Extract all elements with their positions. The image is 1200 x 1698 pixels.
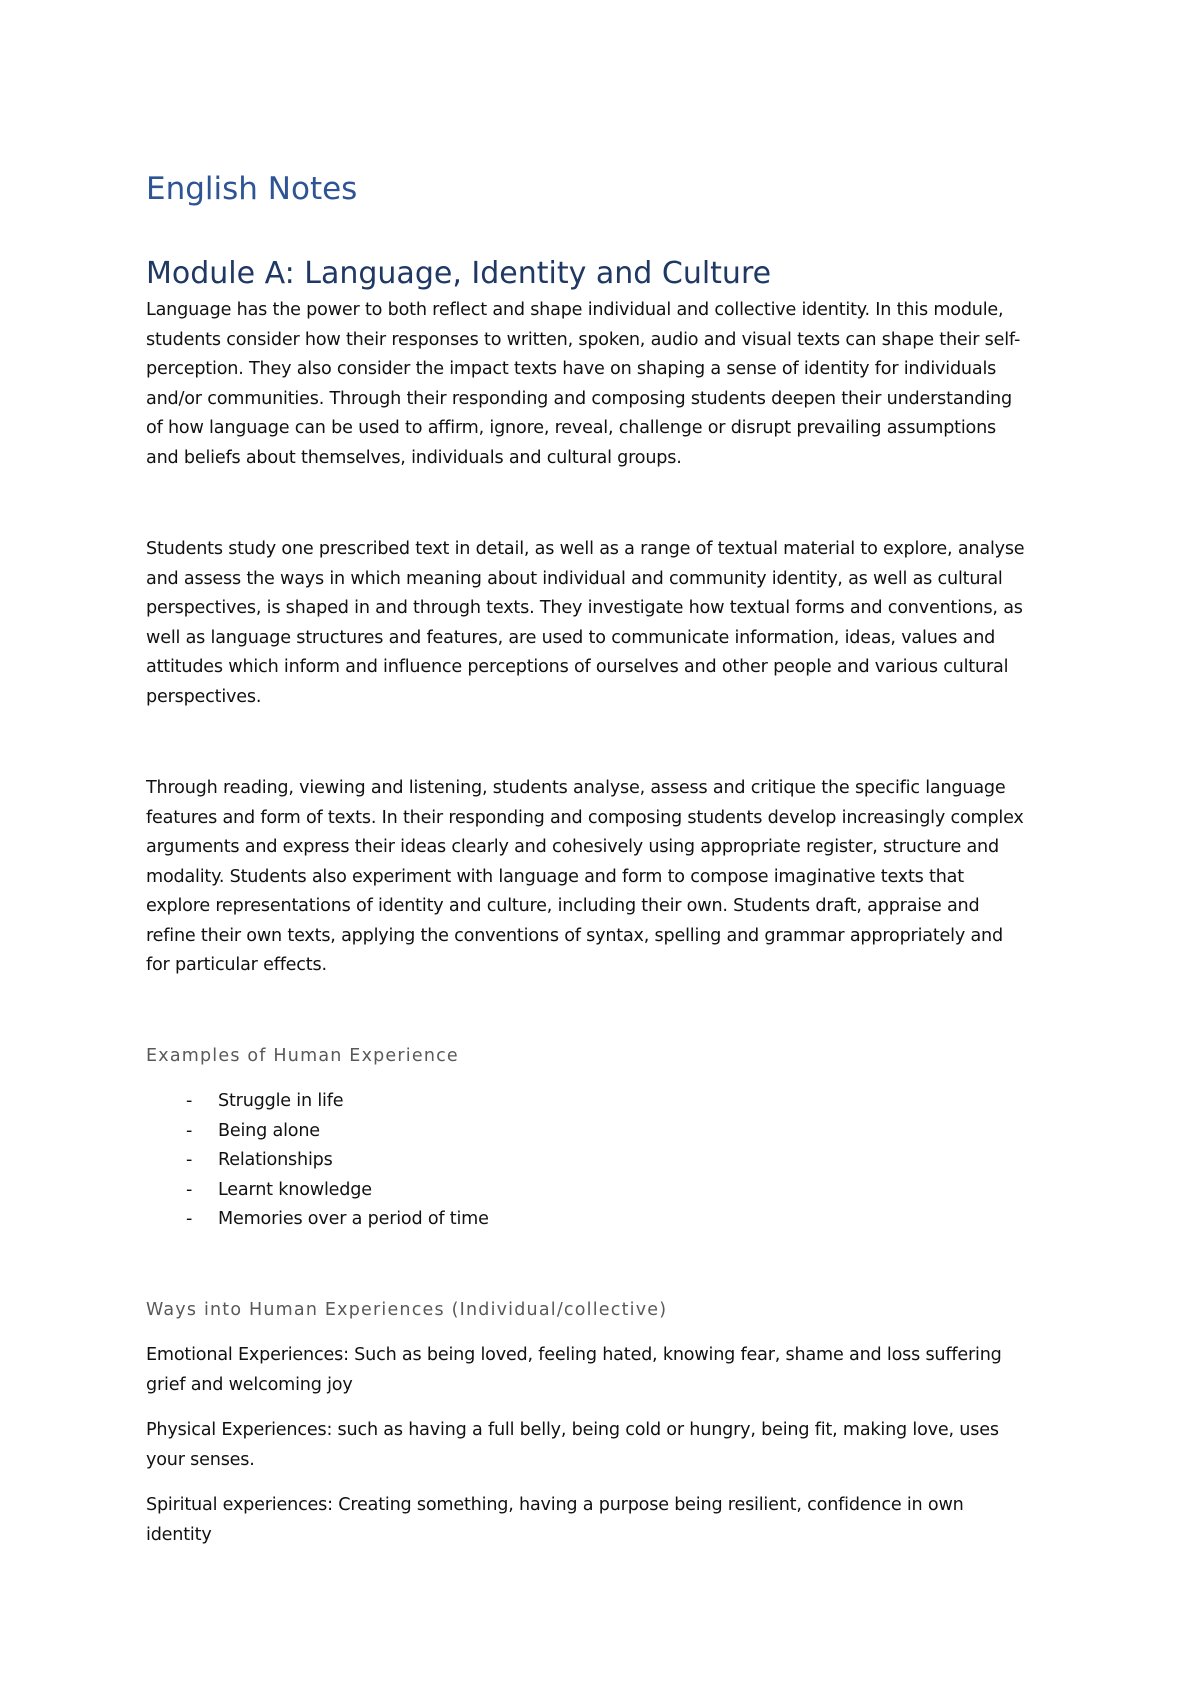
list-item — [186, 1117, 489, 1147]
paragraph-line: Spiritual experiences: Creating something, having a purpose being resilient, confidence in own — [146, 1495, 964, 1515]
list-item-text: Being alone — [218, 1120, 320, 1141]
examples-list — [186, 1087, 489, 1235]
dash-bullet: - — [186, 1150, 193, 1170]
paragraph-line: features and form of texts. In their responding and composing students develop increasingly complex — [146, 807, 1024, 828]
reading-paragraph — [146, 774, 1066, 981]
study-paragraph — [146, 535, 1066, 712]
paragraph-line: attitudes which inform and influence perceptions of ourselves and other people and various cultural — [146, 657, 1009, 677]
paragraph-line: modality. Students also experiment with language and form to compose imaginative texts that — [146, 866, 964, 887]
paragraph-line: for particular effects. — [146, 955, 327, 975]
spiritual-experiences — [146, 1491, 1066, 1550]
paragraph-line: Students study one prescribed text in detail, as well as a range of textual material to explore, analyse — [146, 539, 1025, 559]
paragraph-line: your senses. — [146, 1449, 255, 1470]
dash-bullet: - — [186, 1091, 193, 1111]
ways-heading: Ways into Human Experiences (Individual/collective) — [146, 1300, 668, 1320]
list-item — [186, 1146, 489, 1176]
list-item — [186, 1087, 489, 1117]
document-title: English Notes — [146, 171, 358, 207]
examples-heading: Examples of Human Experience — [146, 1046, 459, 1066]
paragraph-line: explore representations of identity and culture, including their own. Students draft, appraise and — [146, 896, 980, 916]
paragraph-line: Physical Experiences: such as having a full belly, being cold or hungry, being fit, making love, uses — [146, 1420, 999, 1440]
list-item-text: Struggle in life — [218, 1091, 344, 1111]
paragraph-line: students consider how their responses to written, spoken, audio and visual texts can shape their self- — [146, 329, 1021, 350]
paragraph-line: identity — [146, 1524, 212, 1545]
paragraph-line: perspectives. — [146, 686, 262, 707]
physical-experiences — [146, 1416, 1066, 1475]
paragraph-line: Emotional Experiences: Such as being loved, feeling hated, knowing fear, shame and loss suffering — [146, 1345, 1002, 1365]
dash-bullet: - — [186, 1179, 193, 1200]
paragraph-line: grief and welcoming joy — [146, 1374, 353, 1395]
emotional-experiences — [146, 1341, 1066, 1400]
paragraph-line: and/or communities. Through their responding and composing students deepen their understanding — [146, 388, 1012, 409]
paragraph-line: refine their own texts, applying the conventions of syntax, spelling and grammar appropriately and — [146, 925, 1003, 946]
list-item-text: Learnt knowledge — [218, 1179, 372, 1200]
list-item-text: Memories over a period of time — [218, 1209, 489, 1229]
paragraph-line: Language has the power to both reflect and shape individual and collective identity. In this module, — [146, 300, 1004, 320]
dash-bullet: - — [186, 1209, 193, 1229]
module-intro-paragraph — [146, 296, 1066, 473]
paragraph-line: perception. They also consider the impact texts have on shaping a sense of identity for individuals — [146, 359, 997, 379]
paragraph-line: well as language structures and features, are used to communicate information, ideas, values and — [146, 627, 996, 648]
paragraph-line: Through reading, viewing and listening, students analyse, assess and critique the specific language — [146, 778, 1006, 798]
module-heading: Module A: Language, Identity and Culture — [146, 256, 772, 291]
paragraph-line: perspectives, is shaped in and through texts. They investigate how textual forms and conventions, as — [146, 598, 1023, 618]
paragraph-line: arguments and express their ideas clearly and cohesively using appropriate register, structure and — [146, 837, 999, 857]
paragraph-line: and assess the ways in which meaning about individual and community identity, as well as cultural — [146, 568, 1003, 589]
paragraph-line: and beliefs about themselves, individuals and cultural groups. — [146, 447, 682, 468]
paragraph-line: of how language can be used to affirm, ignore, reveal, challenge or disrupt prevailing assumptions — [146, 418, 997, 438]
list-item-text: Relationships — [218, 1150, 333, 1170]
list-item — [186, 1205, 489, 1235]
list-item — [186, 1176, 489, 1206]
dash-bullet: - — [186, 1120, 193, 1141]
